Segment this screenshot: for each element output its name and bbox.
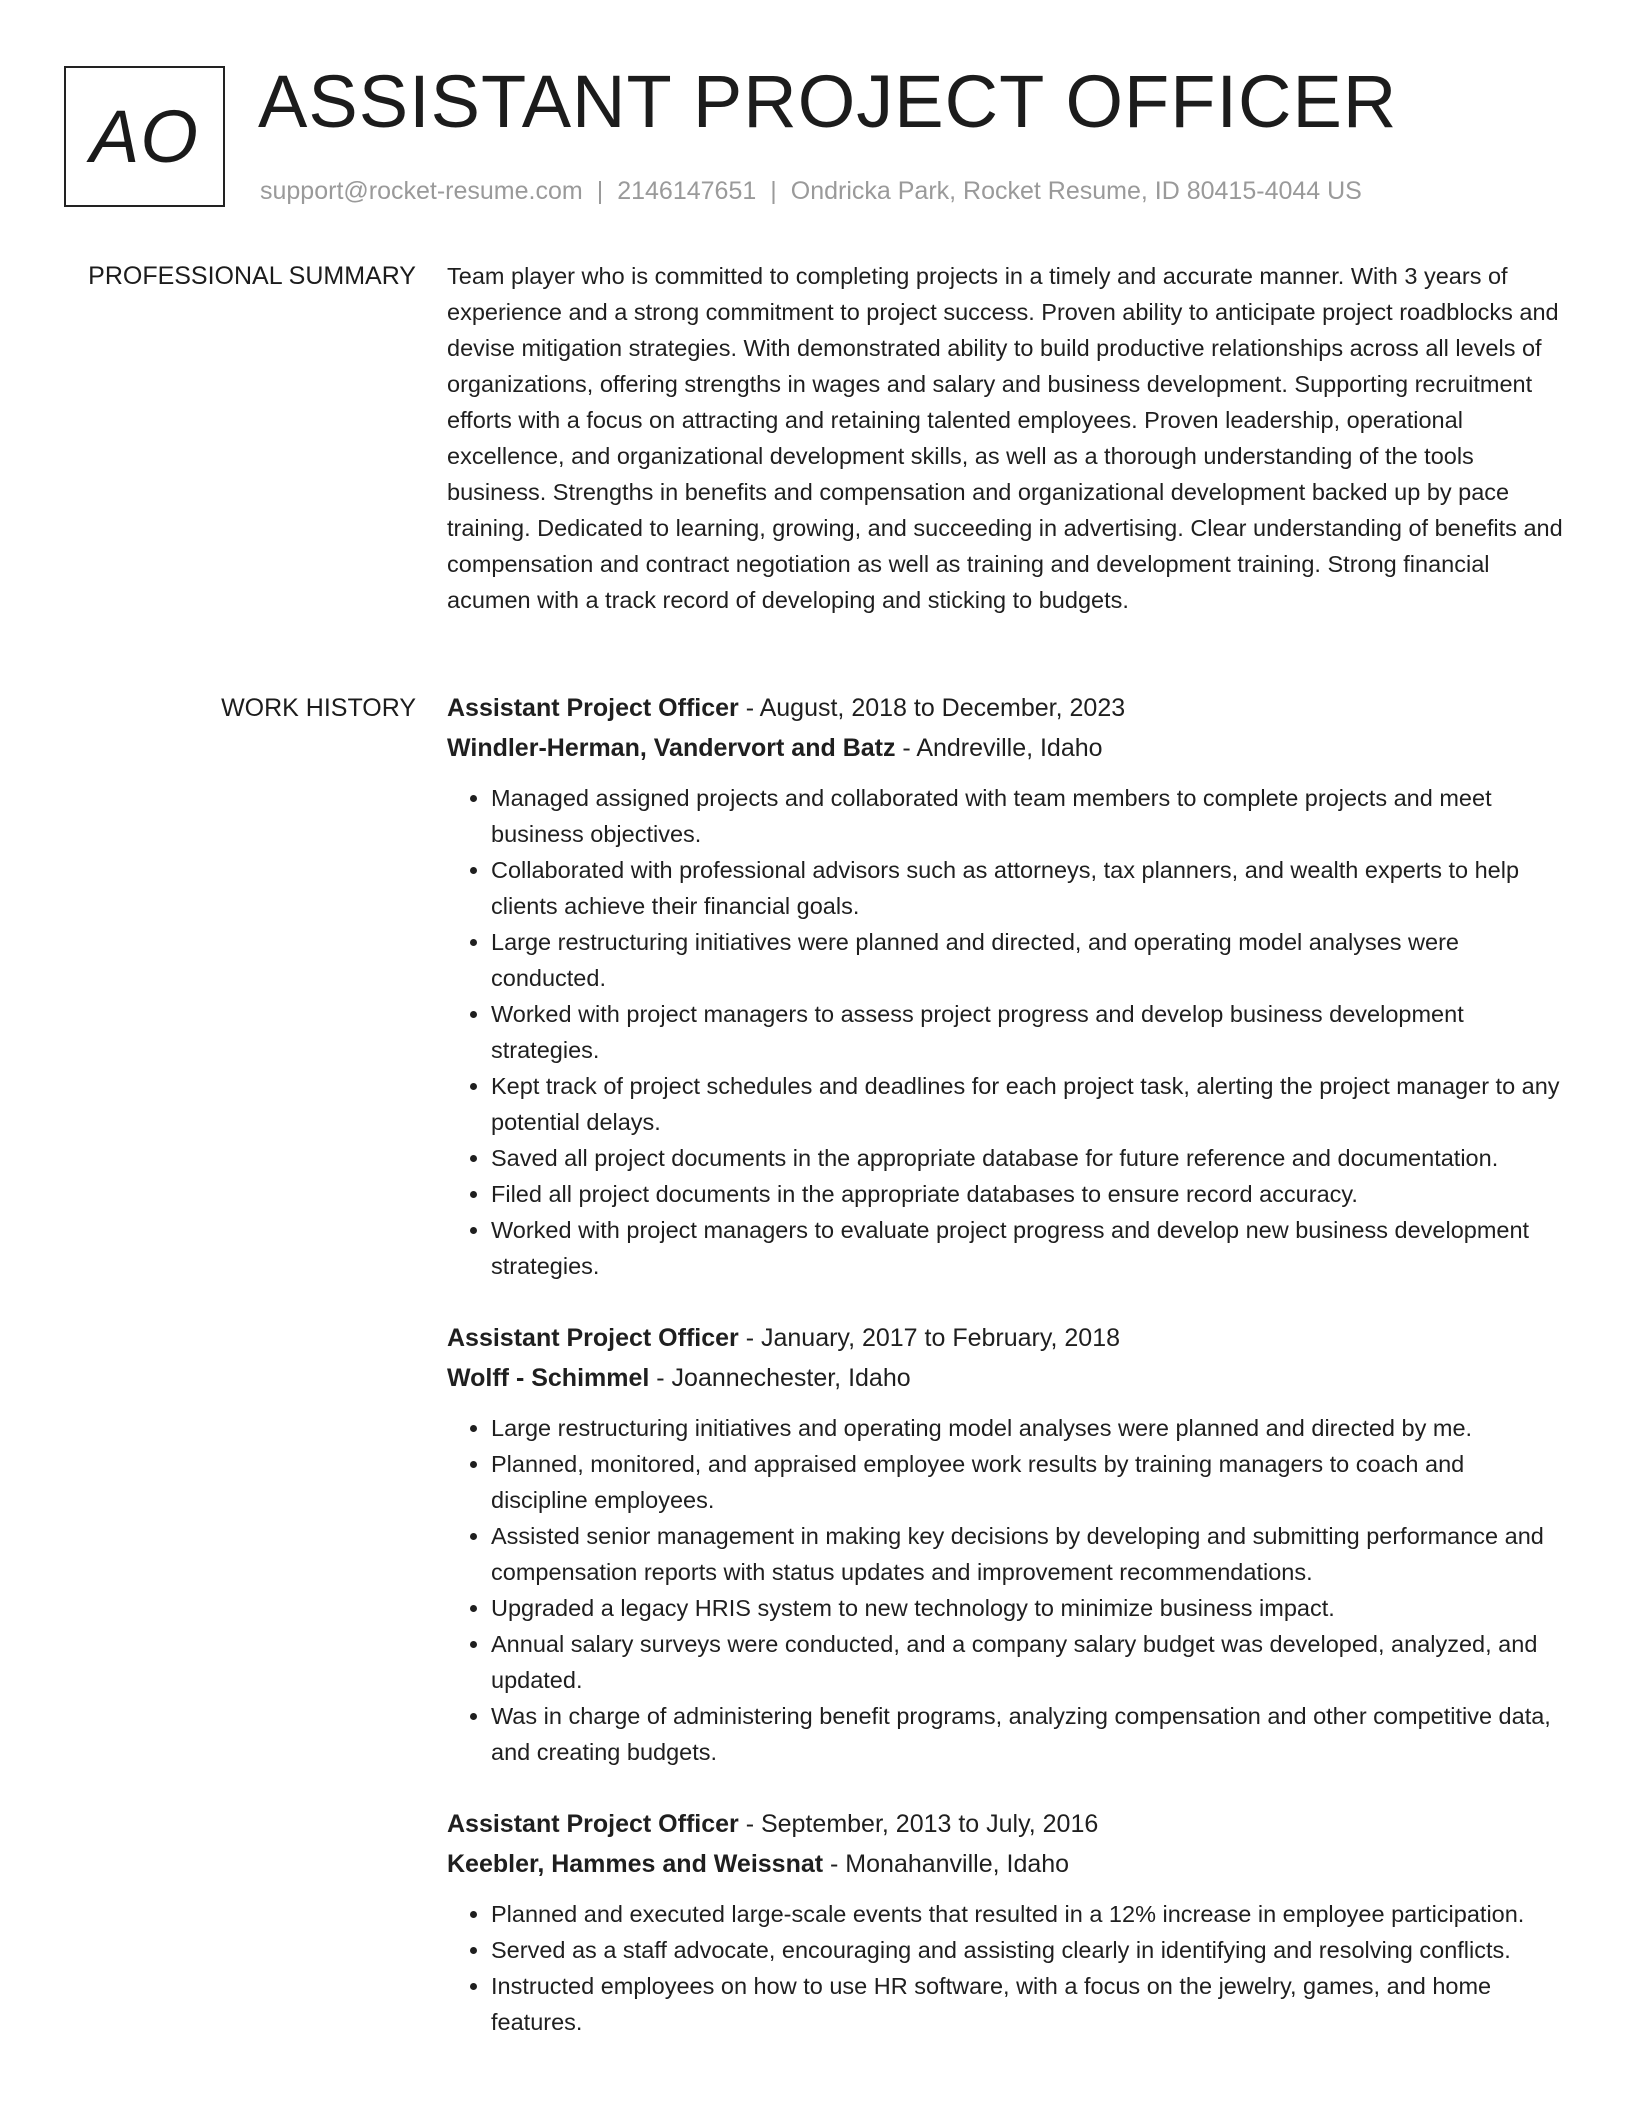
job-bullets: [447, 1410, 1567, 1770]
job-title: Assistant Project Officer: [447, 1324, 739, 1352]
job-bullet: • Was in charge of administering benefit programs, analyzing compensation and other competitive data, and creating budgets.: [491, 1698, 1567, 1770]
job-dates: - August, 2018 to December, 2023: [738, 694, 1126, 722]
job-title: Assistant Project Officer: [447, 694, 739, 722]
summary-text: Team player who is committed to completing projects in a timely and accurate manner. With 3 years of experience and a strong commitment to project success. Proven ability to anticipate project roadblocks and devise mitigation strategies. With demonstrated ability to build productive relationships across all levels of organizations, offering strengths in wages and salary and business development. Supporting recruitment efforts with a focus on attracting and retaining talented employees. Proven leadership, operational excellence, and organizational development skills, as well as a thorough understanding of the tools business. Strengths in benefits and compensation and organizational development backed up by pace training. Dedicated to learning, growing, and succeeding in advertising. Clear understanding of benefits and compensation and contract negotiation as well as training and development training. Strong financial acumen with a track record of developing and sticking to budgets.: [447, 263, 1563, 613]
job-title-line: [447, 1318, 1567, 1358]
job-company: Windler-Herman, Vandervort and Batz: [447, 734, 896, 762]
job-entry: [447, 1804, 1567, 2040]
job-bullet: • Annual salary surveys were conducted, and a company salary budget was developed, analyzed, and updated.: [491, 1626, 1567, 1698]
job-entry: [447, 1318, 1567, 1770]
job-company-line: [447, 1844, 1567, 1884]
job-title-line: [447, 1804, 1567, 1844]
job-bullet: • Planned, monitored, and appraised employee work results by training managers to coach and discipline employees.: [491, 1446, 1567, 1518]
job-company: Wolff - Schimmel: [447, 1364, 650, 1392]
contact-line: [260, 173, 1362, 209]
job-bullets: [447, 1896, 1567, 2040]
contact-separator: |: [596, 177, 604, 205]
job-location: - Andreville, Idaho: [895, 734, 1103, 762]
job-company-line: [447, 728, 1567, 768]
job-company: Keebler, Hammes and Weissnat: [447, 1850, 824, 1878]
job-bullet: • Worked with project managers to assess project progress and develop business development strategies.: [491, 996, 1567, 1068]
contact-email: support@rocket-resume.com: [260, 177, 583, 205]
job-bullet: • Planned and executed large-scale events that resulted in a 12% increase in employee participation.: [491, 1896, 1567, 1932]
job-company-line: [447, 1358, 1567, 1398]
job-bullet: • Assisted senior management in making key decisions by developing and submitting performance and compensation reports with status updates and improvement recommendations.: [491, 1518, 1567, 1590]
job-title: Assistant Project Officer: [447, 1810, 739, 1838]
section-label-work-history: WORK HISTORY: [221, 694, 416, 722]
resume-name: ASSISTANT PROJECT OFFICER: [258, 60, 1398, 143]
initials-monogram: AO: [64, 66, 225, 207]
job-bullet: • Saved all project documents in the appropriate database for future reference and documentation.: [491, 1140, 1567, 1176]
job-bullet: • Managed assigned projects and collaborated with team members to complete projects and meet business objectives.: [491, 780, 1567, 852]
job-bullet: • Large restructuring initiatives and operating model analyses were planned and directed by me.: [491, 1410, 1567, 1446]
job-dates: - January, 2017 to February, 2018: [738, 1324, 1121, 1352]
job-bullet: • Large restructuring initiatives were planned and directed, and operating model analyses were conducted.: [491, 924, 1567, 996]
contact-address: Ondricka Park, Rocket Resume, ID 80415-4044 US: [790, 177, 1362, 205]
summary-section: [447, 258, 1567, 618]
contact-phone: 2146147651: [617, 177, 757, 205]
job-dates: - September, 2013 to July, 2016: [738, 1810, 1099, 1838]
job-bullet: • Instructed employees on how to use HR software, with a focus on the jewelry, games, and home features.: [491, 1968, 1567, 2040]
job-bullet: • Worked with project managers to evaluate project progress and develop new business development strategies.: [491, 1212, 1567, 1284]
job-bullet: • Filed all project documents in the appropriate databases to ensure record accuracy.: [491, 1176, 1567, 1212]
job-entry: [447, 688, 1567, 1284]
job-bullet: • Kept track of project schedules and deadlines for each project task, alerting the project manager to any potential delays.: [491, 1068, 1567, 1140]
job-bullets: [447, 780, 1567, 1284]
job-bullet: • Upgraded a legacy HRIS system to new technology to minimize business impact.: [491, 1590, 1567, 1626]
work-history-section: [447, 688, 1567, 2074]
job-title-line: [447, 688, 1567, 728]
job-bullet: • Served as a staff advocate, encouraging and assisting clearly in identifying and resolving conflicts.: [491, 1932, 1567, 1968]
section-label-summary: PROFESSIONAL SUMMARY: [88, 262, 416, 290]
job-location: - Joannechester, Idaho: [649, 1364, 911, 1392]
job-bullet: • Collaborated with professional advisors such as attorneys, tax planners, and wealth experts to help clients achieve their financial goals.: [491, 852, 1567, 924]
contact-separator: |: [770, 177, 777, 205]
job-location: - Monahanville, Idaho: [823, 1850, 1070, 1878]
